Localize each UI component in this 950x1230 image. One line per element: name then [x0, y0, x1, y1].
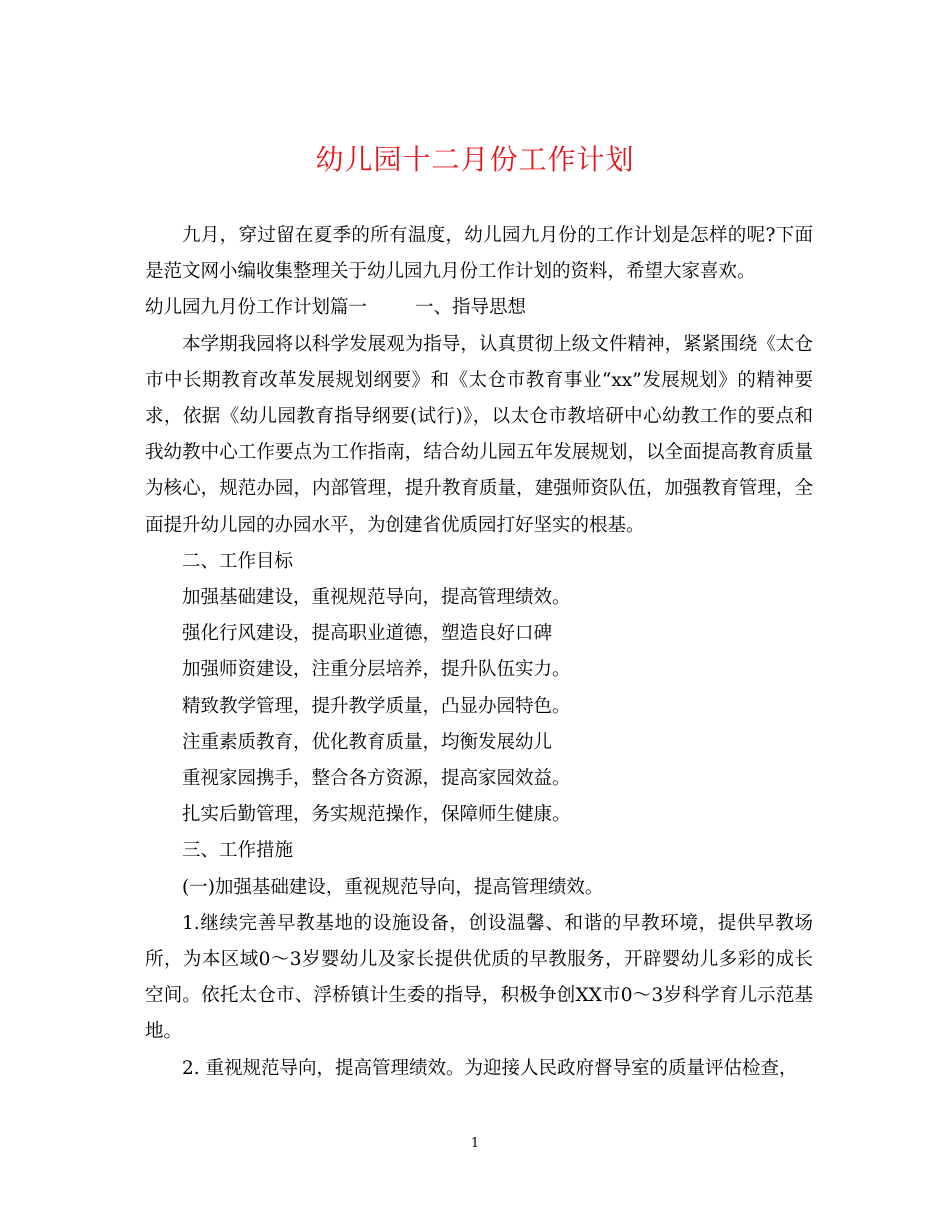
page-number: 1: [470, 1136, 480, 1151]
article-heading: 幼儿园九月份工作计划篇一: [145, 297, 368, 319]
document-title: 幼儿园十二月份工作计划: [315, 143, 635, 176]
measure1-item2-paragraph: 2. 重视规范导向，提高管理绩效。为迎接人民政府督导室的质量评估检查，: [182, 1057, 798, 1079]
intro-paragraph: 九月，穿过留在夏季的所有温度，幼儿园九月份的工作计划是怎样的呢?下面是范文网小编收集整理关于幼儿园九月份工作计划的资料，希望大家喜欢。: [145, 225, 813, 283]
goal-item: 扎实后勤管理，务实规范操作，保障师生健康。: [182, 804, 571, 826]
goal-item: 加强师资建设，注重分层培养，提升队伍实力。: [182, 659, 571, 681]
section1-heading: 一、指导思想: [415, 297, 527, 319]
guiding-thought-paragraph: 本学期我园将以科学发展观为指导，认真贯彻上级文件精神，紧紧围绕《太仓市中长期教育改革发展规划纲要》和《太仓市教育事业“xx”发展规划》的精神要求，依据《幼儿园教育指导纲要(试行)》，以太仓市教培研中心幼教工作的要点和我幼教中心工作要点为工作指南，结合幼儿园五年发展规划，以全面提高教育质量为核心，规范办园，内部管理，提升教育质量，建强师资队伍，加强教育管理，全面提升幼儿园的办园水平，为创建省优质园打好坚实的根基。: [145, 333, 813, 536]
goal-item: 加强基础建设，重视规范导向，提高管理绩效。: [182, 587, 571, 609]
measure1-item1-paragraph: 1.继续完善早教基地的设施设备，创设温馨、和谐的早教环境，提供早教场所，为本区域0～3岁婴幼儿及家长提供优质的早教服务，开辟婴幼儿多彩的成长空间。依托太仓市、浮桥镇计生委的指导，积极争创XX市0～3岁科学育儿示范基地。: [145, 912, 813, 1043]
section2-heading: 二、工作目标: [182, 550, 294, 572]
section3-heading: 三、工作措施: [182, 840, 294, 862]
goal-item: 精致教学管理，提升教学质量，凸显办园特色。: [182, 695, 571, 717]
goal-item: 强化行风建设，提高职业道德，塑造良好口碑: [182, 623, 553, 645]
measure1-heading: (一)加强基础建设，重视规范导向，提高管理绩效。: [182, 876, 604, 898]
goal-item: 重视家园携手，整合各方资源，提高家园效益。: [182, 768, 571, 790]
goal-item: 注重素质教育，优化教育质量，均衡发展幼儿: [182, 731, 553, 753]
document-body: [145, 218, 813, 1087]
article-heading-line: [145, 290, 813, 326]
